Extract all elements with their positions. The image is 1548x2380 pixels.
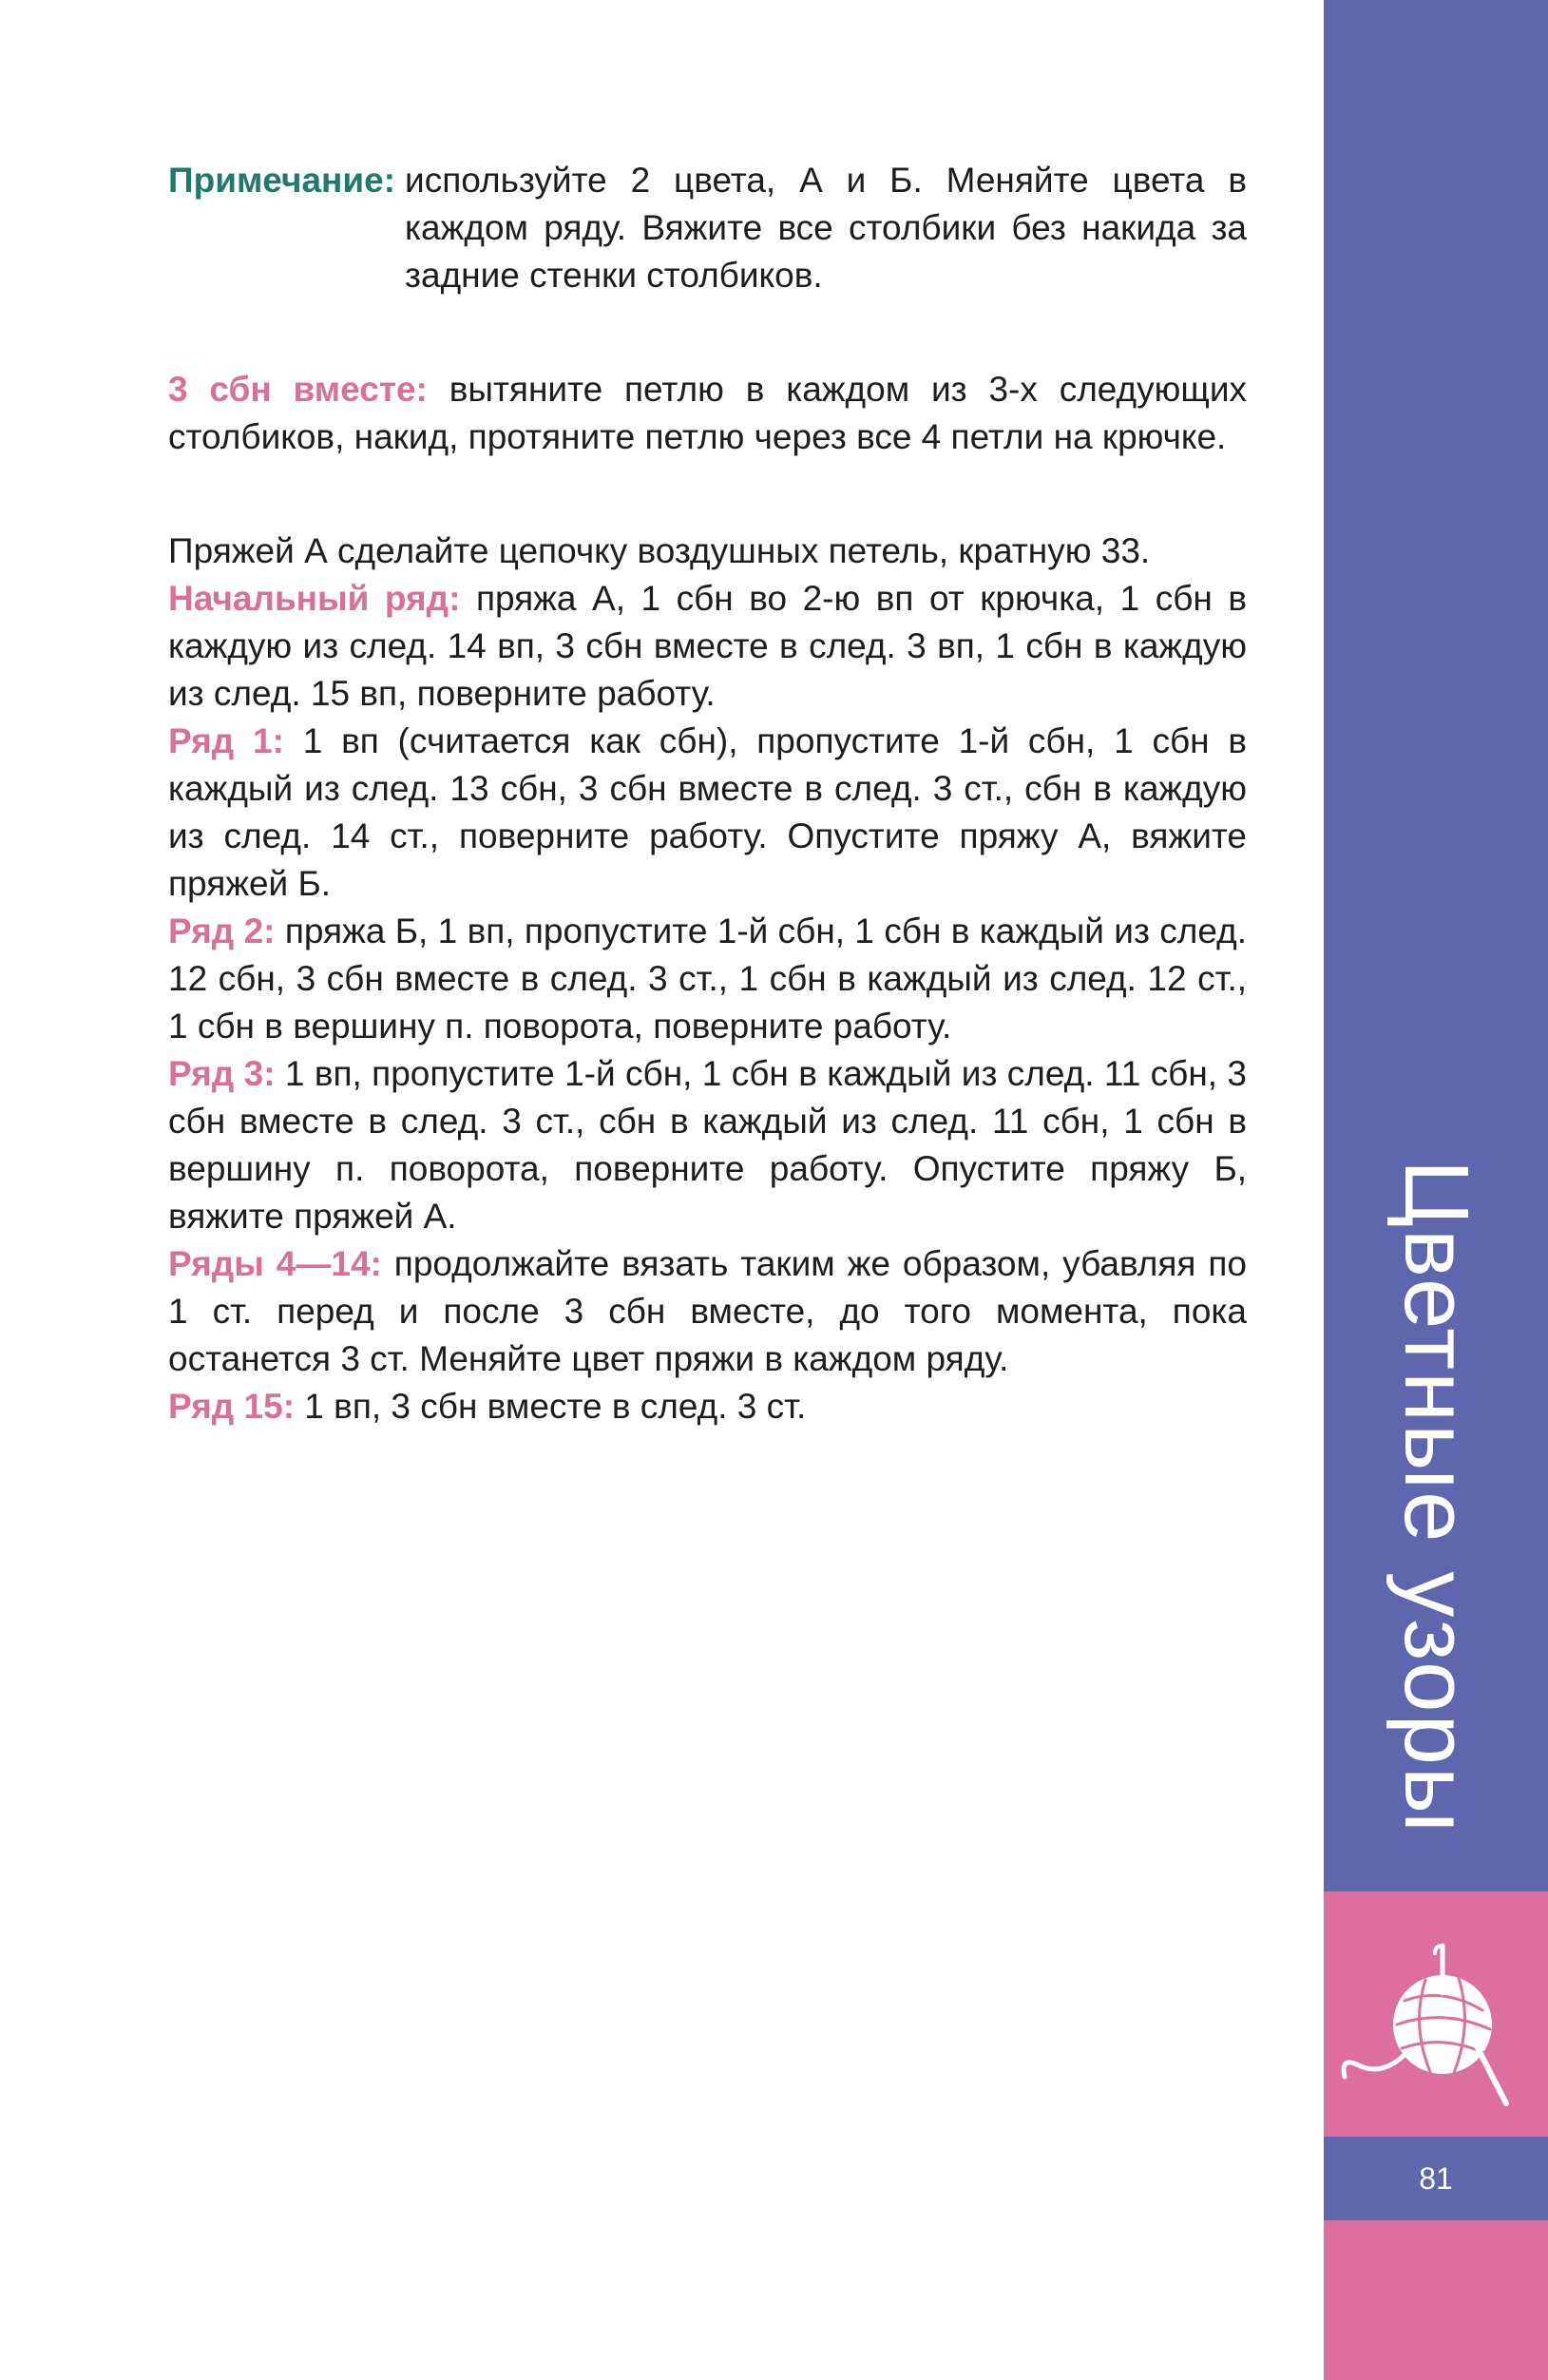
yarn-ball-icon	[1330, 1934, 1520, 2115]
page-content	[168, 157, 1247, 1430]
sidebar-title-wrap	[1324, 0, 1548, 1891]
row-text: 1 вп, 3 сбн вместе в след. 3 ст.	[295, 1387, 807, 1426]
row-paragraph	[168, 1383, 1247, 1430]
spacer	[168, 299, 1247, 366]
definition-paragraph	[168, 366, 1247, 461]
row-paragraph	[168, 1050, 1247, 1240]
row-paragraph	[168, 908, 1247, 1050]
note-block	[168, 157, 1247, 299]
spacer	[168, 461, 1247, 528]
row-label: Начальный ряд:	[168, 579, 461, 618]
row-label: Ряд 15:	[168, 1387, 296, 1426]
note-label: Примечание:	[168, 161, 396, 200]
row-paragraph	[168, 718, 1247, 908]
row-text: 1 вп, пропустите 1-й сбн, 1 сбн в каждый из след. 11 сбн, 3 сбн вместе в след. 3 ст., сбн в каждый из след. 11 сбн, 1 сбн в вершину п. поворота, поверните работу. Опустите пряжу Б, вяжите пряжей А.	[168, 1054, 1247, 1236]
section-title: Цветные узоры	[1386, 1160, 1487, 1834]
row-text: пряжа Б, 1 вп, пропустите 1-й сбн, 1 сбн в каждый из след. 12 сбн, 3 сбн вместе в след. 3 ст., 1 сбн в каждый из след. 12 ст., 1 сбн в вершину п. поворота, поверните работу.	[168, 912, 1247, 1046]
row-paragraph	[168, 575, 1247, 718]
definition-label: 3 сбн вместе:	[168, 370, 428, 409]
row-label: Ряд 1:	[168, 721, 284, 760]
note-text: используйте 2 цвета, А и Б. Меняйте цвета в каждом ряду. Вяжите все столбики без накида за задние стенки столбиков.	[405, 161, 1247, 295]
row-paragraph	[168, 1240, 1247, 1383]
sidebar-pink-footer	[1324, 2220, 1548, 2380]
definition-text: вытяните петлю в каждом из 3-х следующих столбиков, накид, протяните петлю через все 4 петли на крючке.	[168, 370, 1247, 456]
row-label: Ряд 3:	[168, 1054, 276, 1093]
intro-paragraph: Пряжей А сделайте цепочку воздушных петель, кратную 33.	[168, 531, 1151, 570]
row-label: Ряды 4—14:	[168, 1244, 382, 1283]
row-text: 1 вп (считается как сбн), пропустите 1-й сбн, 1 сбн в каждый из след. 13 сбн, 3 сбн вместе в след. 3 ст., сбн в каждую из след. 14 ст., поверните работу. Опустите пряжу А, вяжите пряжей Б.	[168, 721, 1248, 903]
page-number: 81	[1419, 2160, 1453, 2196]
row-text: продолжайте вязать таким же образом, убавляя по 1 ст. перед и после 3 сбн вместе, до того момента, пока останется 3 ст. Меняйте цвет пряжи в каждом ряду.	[168, 1244, 1247, 1378]
page-number-box	[1324, 2137, 1548, 2220]
row-text: пряжа А, 1 сбн во 2-ю вп от крючка, 1 сбн в каждую из след. 14 вп, 3 сбн вместе в след. 3 вп, 1 сбн в каждую из след. 15 вп, поверните работу.	[168, 579, 1247, 713]
row-label: Ряд 2:	[168, 912, 276, 950]
